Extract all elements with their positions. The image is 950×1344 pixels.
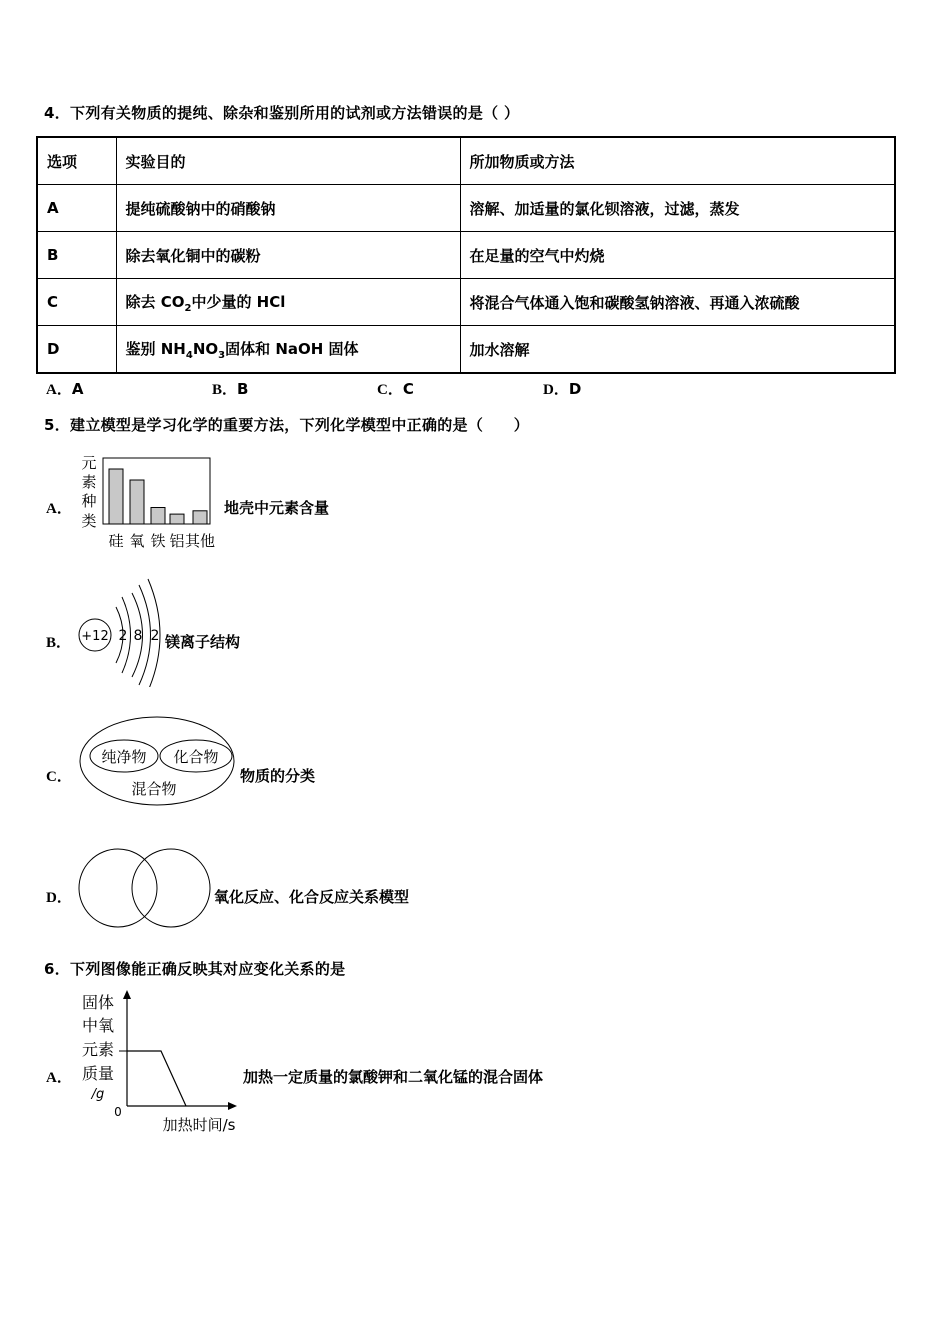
ylabel-char: 种 [81,492,97,510]
category-label: 氧 [129,532,145,550]
inner-right-label: 化合物 [173,748,219,766]
q5-option-a-desc: 地壳中元素含量 [224,499,330,517]
ylabel-line: 中氧 [81,1016,115,1035]
header-method: 所加物质或方法 [460,137,895,185]
q6-a-graph [76,988,246,1138]
origin-label: 0 [114,1105,122,1119]
q5-option-b-desc: 镁离子结构 [165,633,241,651]
q5-option-d-desc: 氧化反应、化合反应关系模型 [214,888,410,906]
data-line [127,1051,186,1106]
q4-stem: 4．下列有关物质的提纯、除杂和鉴别所用的试剂或方法错误的是（ ） [44,104,520,122]
answer-option-b[interactable]: B．B [212,380,249,398]
shell-electrons: 8 [133,628,143,644]
category-label: 铝 [169,532,185,550]
venn-circle-right [132,849,210,927]
ylabel-char: 元 [81,454,97,472]
bar-硅 [109,469,123,524]
ylabel-unit: /g [91,1087,105,1102]
q6-option-a-letter[interactable]: A． [46,1070,72,1086]
shell-electrons: 2 [118,628,128,644]
q5-option-a-letter[interactable]: A． [46,501,72,517]
row-method: 在足量的空气中灼烧 [460,232,895,279]
bar-氧 [130,480,144,524]
row-method: 加水溶解 [460,326,895,374]
table-header-row [37,137,895,185]
table-row [37,326,895,374]
outer-label: 混合物 [131,780,177,798]
table-row [37,185,895,232]
row-purpose: 除去氧化铜中的碳粉 [116,232,460,279]
table-row [37,232,895,279]
bar-铝 [170,514,184,524]
q5-option-d-letter[interactable]: D． [46,890,72,906]
answer-option-c[interactable]: C．C [377,380,414,398]
inner-left-label: 纯净物 [101,748,147,766]
header-purpose: 实验目的 [116,137,460,185]
q6-option-a-desc: 加热一定质量的氯酸钾和二氧化锰的混合固体 [243,1068,544,1086]
ylabel-line: 固体 [81,993,115,1012]
category-label: 其他 [184,532,216,550]
shell-electrons: 2 [150,628,160,644]
row-option: D [37,326,116,374]
q5-option-b-letter[interactable]: B． [46,635,72,651]
answer-option-a[interactable]: A．A [46,380,84,398]
venn-diagram [78,846,212,930]
ylabel-char: 类 [81,512,97,530]
q4-table [36,136,896,374]
row-method: 将混合气体通入饱和碳酸氢钠溶液、再通入浓硫酸 [460,279,895,326]
ylabel-line: 质量 [81,1064,115,1083]
venn-circle-left [79,849,157,927]
q6-stem: 6．下列图像能正确反映其对应变化关系的是 [44,960,346,978]
ylabel-char: 素 [81,473,97,491]
row-method: 溶解、加适量的氯化钡溶液，过滤，蒸发 [460,185,895,232]
ylabel-line: 元素 [81,1040,115,1059]
row-option: B [37,232,116,279]
classification-diagram [78,714,236,808]
x-axis-arrow [228,1102,237,1110]
row-option: A [37,185,116,232]
answer-option-d[interactable]: D．D [543,380,582,398]
header-option: 选项 [37,137,116,185]
row-purpose: 除去 $CO_2$中少量的 HCl [116,279,460,326]
magnesium-ion-diagram [76,575,166,687]
q5-a-bar-chart [76,448,222,552]
q5-option-c-desc: 物质的分类 [240,767,316,785]
category-label: 铁 [150,532,166,550]
row-option: C [37,279,116,326]
xlabel: 加热时间/s [162,1116,236,1134]
y-axis-arrow [123,990,131,999]
nucleus-charge: +12 [81,629,109,644]
row-purpose: 提纯硫酸钠中的硝酸钠 [116,185,460,232]
bar-其他 [193,511,207,524]
category-label: 硅 [108,532,124,550]
row-purpose: 鉴别 $NH_4NO_3$固体和 NaOH 固体 [116,326,460,374]
q5-option-c-letter[interactable]: C． [46,769,72,785]
bar-铁 [151,508,165,525]
table-row [37,279,895,326]
q5-stem: 5．建立模型是学习化学的重要方法，下列化学模型中正确的是（ ） [44,416,530,434]
